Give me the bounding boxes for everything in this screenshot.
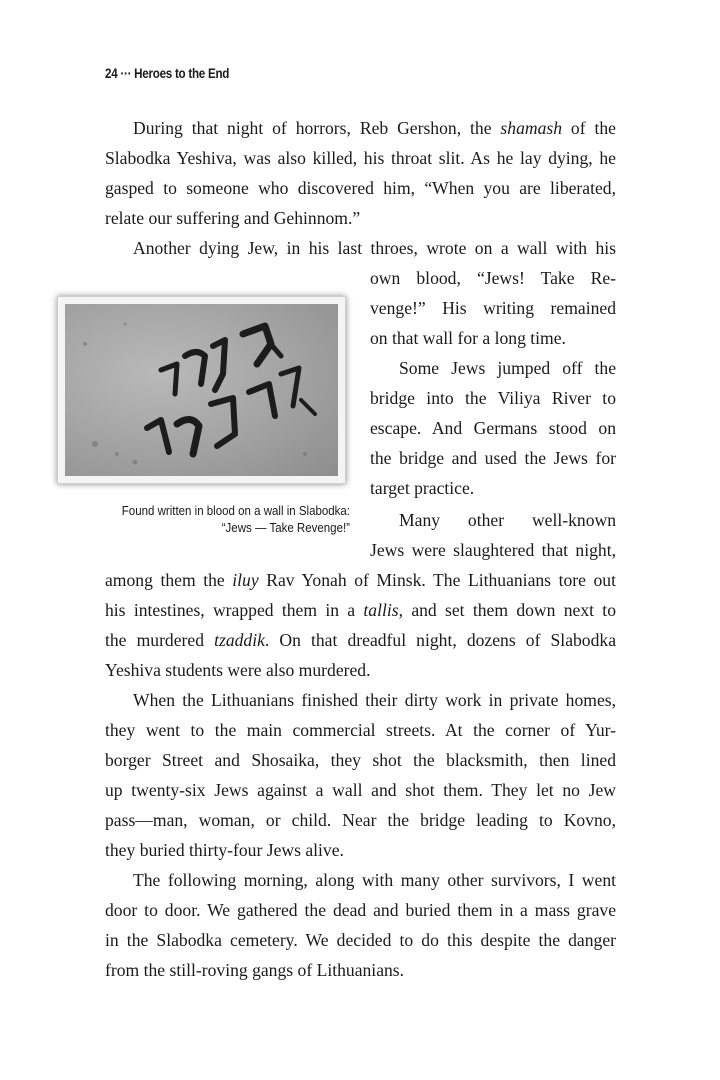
text-line: Yeshiva students were also murdered. — [105, 660, 371, 680]
text-line: in the Slabodka cemetery. We decided to do this despite the danger — [105, 930, 616, 950]
wall-photo-image — [65, 304, 338, 476]
text-line: borger Street and Shosaika, they shot the blacksmith, then lined — [105, 750, 616, 770]
text-line: door to door. We gathered the dead and buried them in a mass grave — [105, 900, 616, 920]
text-line: on that wall for a long time. — [370, 328, 566, 348]
text-line: Some Jews jumped off the — [399, 358, 616, 378]
text-line: relate our suffering and Gehinnom.” — [105, 208, 361, 228]
text-line: gasped to someone who discovered him, “When you are liberated, — [105, 178, 616, 198]
text-line: the bridge and used the Jews for — [370, 448, 616, 468]
wall-photo — [57, 296, 346, 484]
text-line: from the still-roving gangs of Lithuanians. — [105, 960, 405, 980]
text-line: they went to the main commercial streets. At the corner of Yur- — [105, 720, 616, 740]
text-line: escape. And Germans stood on — [370, 418, 616, 438]
text-line: During that night of horrors, Reb Gershon, the shamash of the — [133, 118, 616, 138]
text-line: pass—man, woman, or child. Near the bridge leading to Kovno, — [105, 810, 616, 830]
text-line: Slabodka Yeshiva, was also killed, his throat slit. As he lay dying, he — [105, 148, 616, 168]
text-line: Many other well-known — [399, 510, 616, 530]
text-line: When the Lithuanians finished their dirty work in private homes, — [133, 690, 616, 710]
text-line: target practice. — [370, 478, 475, 498]
text-line: own blood, “Jews! Take Re- — [370, 268, 616, 288]
text-line: they buried thirty-four Jews alive. — [105, 840, 344, 860]
figure-caption-line-2: “Jews — Take Revenge!” — [221, 521, 350, 535]
text-line: the murdered tzaddik. On that dreadful night, dozens of Slabodka — [105, 630, 616, 650]
text-line: Another dying Jew, in his last throes, wrote on a wall with his — [133, 238, 616, 258]
text-line: The following morning, along with many other survivors, I went — [133, 870, 616, 890]
text-line: among them the iluy Rav Yonah of Minsk. The Lithuanians tore out — [105, 570, 616, 590]
figure-caption-line-1: Found written in blood on a wall in Slabodka: — [121, 504, 350, 518]
text-line: bridge into the Viliya River to — [370, 388, 616, 408]
text-line: up twenty-six Jews against a wall and shot them. They let no Jew — [105, 780, 616, 800]
text-line: venge!” His writing remained — [370, 298, 616, 318]
text-line: Jews were slaughtered that night, — [370, 540, 616, 560]
blood-writing-graphic — [65, 304, 338, 476]
running-head: 24 ··· Heroes to the End — [105, 66, 230, 81]
text-line: his intestines, wrapped them in a tallis, and set them down next to — [105, 600, 616, 620]
